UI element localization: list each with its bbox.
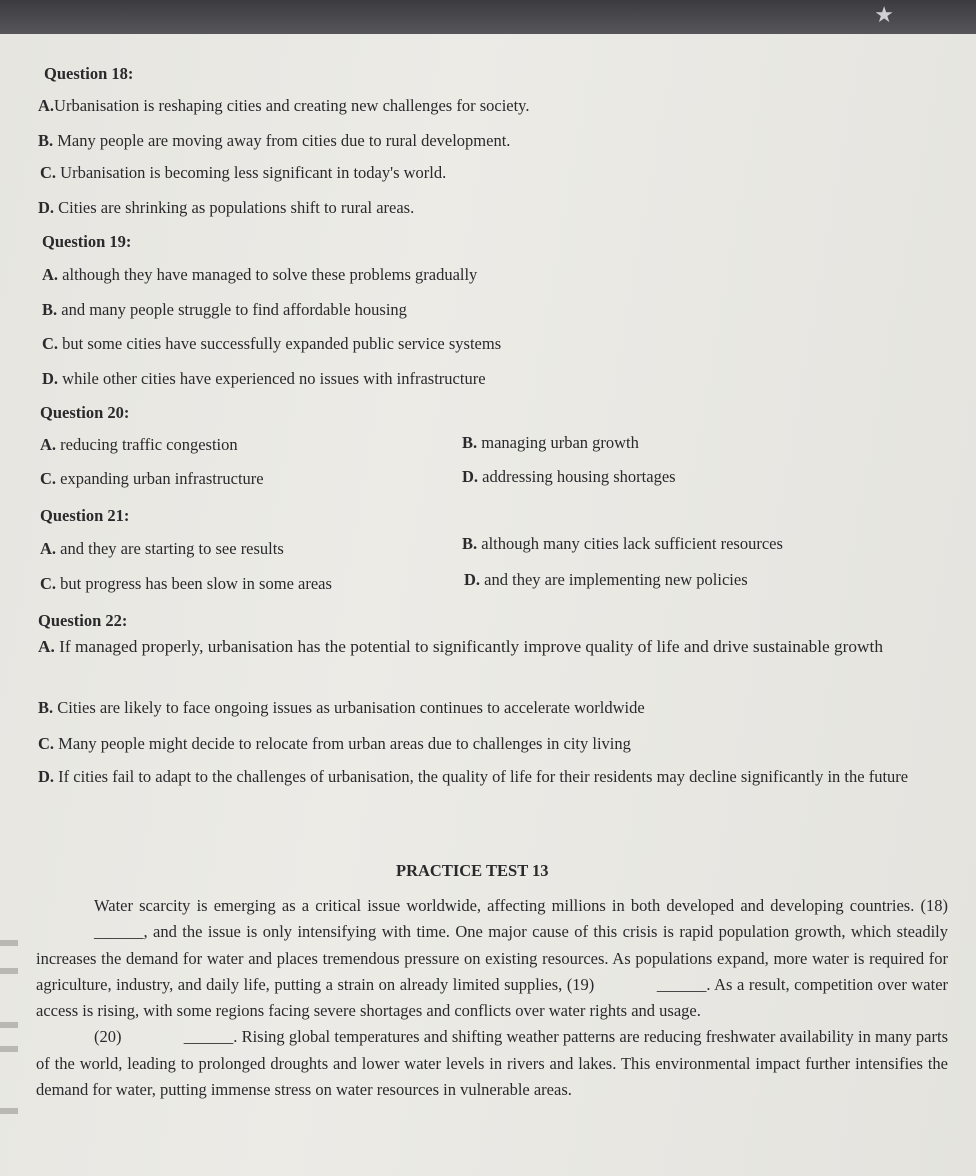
practice-test-heading: PRACTICE TEST 13 <box>396 861 549 880</box>
option-label: D. <box>462 467 479 486</box>
question-20-option-b <box>462 433 639 453</box>
star-icon: ★ <box>874 2 894 27</box>
option-text: and they are implementing new policies <box>484 570 748 589</box>
question-20-option-d <box>462 467 676 487</box>
question-21-option-c <box>40 574 332 594</box>
question-21-option-a <box>40 539 284 559</box>
question-22-option-b <box>38 698 645 718</box>
margin-mark <box>0 1046 18 1052</box>
margin-mark <box>0 940 18 946</box>
option-label: D. <box>38 198 55 217</box>
option-text: although many cities lack sufficient resources <box>481 534 783 553</box>
option-text: although they have managed to solve these problems gradually <box>62 265 478 284</box>
option-text: managing urban growth <box>481 433 639 452</box>
margin-mark <box>0 1108 18 1114</box>
option-label: B. <box>462 534 478 553</box>
option-text: If cities fail to adapt to the challenges of urbanisation, the quality of life for their residents may decline significantly in the future <box>58 767 909 786</box>
question-22-title: Question 22: <box>38 611 128 630</box>
page-top-edge <box>0 0 976 34</box>
passage-text: Water scarcity is emerging as a critical issue worldwide, affecting millions in both developed and developing countries. (18) <box>94 896 948 915</box>
option-text: while other cities have experienced no issues with infrastructure <box>62 369 486 388</box>
question-22-option-d <box>38 764 944 789</box>
option-label: B. <box>462 433 478 452</box>
answer-blank-20: ______ <box>183 1027 234 1047</box>
option-label: C. <box>38 734 55 753</box>
question-19-option-d <box>42 369 486 389</box>
option-label: D. <box>42 369 59 388</box>
option-text: Cities are shrinking as populations shift to rural areas. <box>58 198 415 217</box>
option-label: D. <box>464 570 481 589</box>
option-label: C. <box>40 469 57 488</box>
option-label: B. <box>42 300 58 319</box>
margin-mark <box>0 968 18 974</box>
option-label: C. <box>40 163 57 182</box>
option-label: C. <box>42 334 59 353</box>
option-label: D. <box>38 767 55 786</box>
question-20-title: Question 20: <box>40 403 130 422</box>
answer-blank-19: ______ <box>656 974 707 994</box>
answer-blank-18: ______ <box>94 922 144 942</box>
option-text: expanding urban infrastructure <box>60 469 264 488</box>
question-19-option-a <box>42 265 477 285</box>
option-text: Urbanisation is becoming less significant in today's world. <box>60 163 447 182</box>
option-text: addressing housing shortages <box>482 467 676 486</box>
question-18-option-c <box>40 163 446 183</box>
passage-text: . Rising global temperatures and shifting weather patterns are reducing freshwater availability in many parts of the world, leading to prolonged droughts and lower water levels in rivers and lakes. This environmental impact further intensifies the demand for water, putting immense stress on water resources in vulnerable areas. <box>36 1027 948 1100</box>
question-19-option-b <box>42 300 407 320</box>
question-21-title: Question 21: <box>40 506 130 525</box>
question-19-title: Question 19: <box>42 232 132 251</box>
question-20-option-a <box>40 435 238 455</box>
question-21-option-d <box>464 570 748 590</box>
question-22-option-c <box>38 734 631 754</box>
option-label: A. <box>42 265 59 284</box>
passage-paragraph-1 <box>36 893 948 1024</box>
question-20-option-c <box>40 469 264 489</box>
option-label: A. <box>40 435 57 454</box>
option-label: B. <box>38 131 54 150</box>
option-label: A. <box>40 539 57 558</box>
option-label: A. <box>38 637 55 656</box>
option-text: Many people are moving away from cities due to rural development. <box>57 131 511 150</box>
option-text: reducing traffic congestion <box>60 435 238 454</box>
question-18-option-b <box>38 131 510 151</box>
question-18-option-a <box>38 96 530 116</box>
option-text: Cities are likely to face ongoing issues as urbanisation continues to accelerate worldwide <box>57 698 645 717</box>
margin-mark <box>0 1022 18 1028</box>
question-18-option-d <box>38 198 414 218</box>
option-text: Urbanisation is reshaping cities and creating new challenges for society. <box>54 96 530 115</box>
option-text: If managed properly, urbanisation has the potential to significantly improve quality of life and drive sustainable growth <box>59 637 883 656</box>
option-text: but progress has been slow in some areas <box>60 574 332 593</box>
option-label: A. <box>38 96 55 115</box>
passage-paragraph-2 <box>36 1024 948 1103</box>
passage-text: , and the issue is only intensifying with time. One major cause of this crisis is rapid population growth, which steadily increases the demand for water and places tremendous pressure on existing resources. As populations expand, more water is required for agriculture, industry, and daily life, putting a strain on already limited supplies, (19) <box>36 922 948 994</box>
option-text: but some cities have successfully expanded public service systems <box>62 334 502 353</box>
option-text: and many people struggle to find affordable housing <box>61 300 407 319</box>
question-22-option-a <box>38 634 940 659</box>
option-label: B. <box>38 698 54 717</box>
reading-passage <box>36 893 948 1103</box>
option-text: Many people might decide to relocate from urban areas due to challenges in city living <box>58 734 631 753</box>
question-21-option-b <box>462 534 783 554</box>
passage-text: (20) <box>94 1027 122 1047</box>
question-19-option-c <box>42 334 501 354</box>
option-text: and they are starting to see results <box>60 539 284 558</box>
option-label: C. <box>40 574 57 593</box>
question-18-title: Question 18: <box>44 64 134 83</box>
passage-text: . As a result, competition over water access is rising, with some regions facing severe shortages and conflicts over water rights and usage. <box>36 974 949 1021</box>
